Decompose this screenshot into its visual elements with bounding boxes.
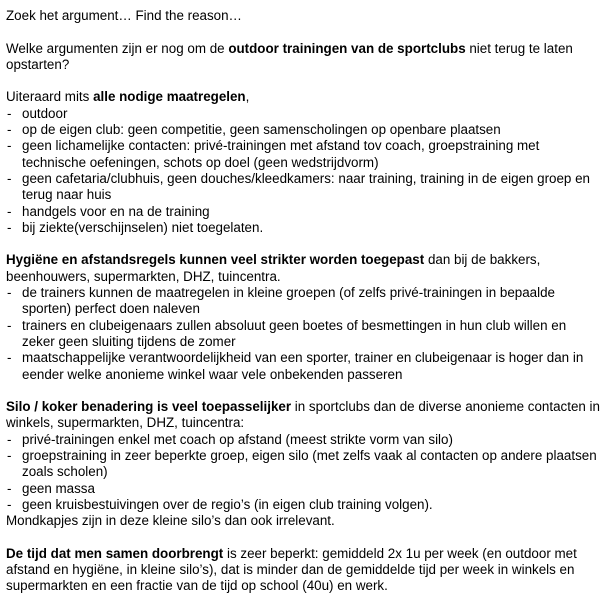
list-item-text: de trainers kunnen de maatregelen in kleine groepen (of zelfs privé-trainingen in bepaalde sporten) perfect doen naleven: [22, 285, 555, 317]
list-item-text: geen lichamelijke contacten: privé-trainingen met afstand tov coach, groepstraining met technische oefeningen, schots op doel (geen wedstrijdvorm): [22, 138, 540, 170]
section2-post: dan bij de bakkers, beenhouwers, supermarkten, DHZ, tuincentra.: [6, 252, 541, 284]
paragraph-gap: [6, 73, 602, 89]
section3-heading: [6, 399, 602, 432]
bullet-dash: -: [7, 170, 12, 186]
section2-heading: [6, 252, 602, 285]
bullet-dash: -: [7, 448, 12, 464]
intro-text: Zoek het argument… Find the reason…: [6, 8, 242, 23]
bullet-dash: -: [7, 496, 12, 512]
list-item-text: geen kruisbestuivingen over de regio’s (in eigen club training volgen).: [22, 496, 433, 512]
section3-closing: [6, 513, 602, 529]
bullet-dash: -: [7, 350, 12, 366]
list-item: [6, 432, 602, 448]
section1-heading: [6, 89, 602, 105]
section2-list: [6, 285, 602, 383]
bullet-dash: -: [7, 105, 12, 121]
list-item: [6, 106, 602, 122]
bullet-dash: -: [7, 219, 12, 235]
list-item: [6, 171, 602, 204]
section4-bold: De tijd dat men samen doorbrengt: [6, 545, 224, 561]
list-item-text: op de eigen club: geen competitie, geen samenscholingen op openbare plaatsen: [22, 122, 501, 138]
section1-list: [6, 106, 602, 236]
list-item-text: privé-trainingen enkel met coach op afstand (meest strikte vorm van silo): [22, 431, 453, 447]
question-pre: Welke argumenten zijn er nog om de: [6, 40, 229, 56]
list-item: [6, 138, 602, 171]
list-item-text: maatschappelijke verantwoordelijkheid van een sporter, trainer en clubeigenaar is hoger dan in eender welke anonieme winkel waar vele onbekenden passeren: [22, 350, 584, 382]
list-item: [6, 497, 602, 513]
list-item-text: bij ziekte(verschijnselen) niet toegelaten.: [22, 219, 264, 235]
list-item-text: geen cafetaria/clubhuis, geen douches/kleedkamers: naar training, training in de eigen groep en terug naar huis: [22, 170, 590, 203]
list-item: [6, 350, 602, 383]
bullet-dash: -: [7, 285, 12, 301]
paragraph-gap: [6, 236, 602, 252]
question-bold: outdoor trainingen van de sportclubs: [228, 40, 466, 56]
intro-line: [6, 8, 602, 24]
list-item-text: trainers en clubeigenaars zullen absoluut geen boetes of besmettingen in hun club willen en zeker geen sluiting tijdens de zomer: [22, 317, 567, 349]
paragraph-gap: [6, 530, 602, 546]
bullet-dash: -: [7, 122, 12, 138]
list-item-text: geen massa: [22, 480, 95, 496]
bullet-dash: -: [7, 203, 12, 219]
bullet-dash: -: [7, 138, 12, 154]
list-item-text: groepstraining in zeer beperkte groep, eigen silo (met zelfs vaak al contacten op andere plaatsen zoals scholen): [22, 448, 597, 480]
list-item: [6, 204, 602, 220]
list-item: [6, 448, 602, 481]
bullet-dash: -: [7, 317, 12, 333]
section4-paragraph: [6, 546, 602, 595]
section2-bold: Hygiëne en afstandsregels kunnen veel strikter worden toegepast: [6, 252, 425, 268]
section1-bold: alle nodige maatregelen: [93, 89, 246, 105]
paragraph-gap: [6, 24, 602, 40]
list-item: [6, 122, 602, 138]
list-item: [6, 285, 602, 318]
section3-list: [6, 432, 602, 513]
list-item: [6, 318, 602, 351]
section1-pre: Uiteraard mits: [6, 89, 94, 105]
section4-post: is zeer beperkt: gemiddeld 2x 1u per week (en outdoor met afstand en hygiëne, in kleine silo’s), dat is minder dan de gemiddelde tijd per week in winkels en supermarkten en een fractie van de tijd op school (40u) en werk.: [6, 545, 577, 594]
paragraph-gap: [6, 383, 602, 399]
bullet-dash: -: [7, 431, 12, 447]
list-item: [6, 481, 602, 497]
question-post: niet terug te laten opstarten?: [6, 40, 573, 72]
section1-post: ,: [245, 89, 250, 105]
question-paragraph: [6, 41, 602, 74]
list-item-text: handgels voor en na de training: [22, 203, 210, 219]
section3-bold: Silo / koker benadering is veel toepasselijker: [6, 399, 292, 415]
list-item: [6, 220, 602, 236]
list-item-text: outdoor: [22, 105, 68, 121]
section3-post: in sportclubs dan de diverse anonieme contacten in winkels, supermarkten, DHZ, tuincentra:: [6, 399, 600, 431]
section3-closing-text: Mondkapjes zijn in deze kleine silo’s dan ook irrelevant.: [6, 513, 335, 529]
bullet-dash: -: [7, 480, 12, 496]
